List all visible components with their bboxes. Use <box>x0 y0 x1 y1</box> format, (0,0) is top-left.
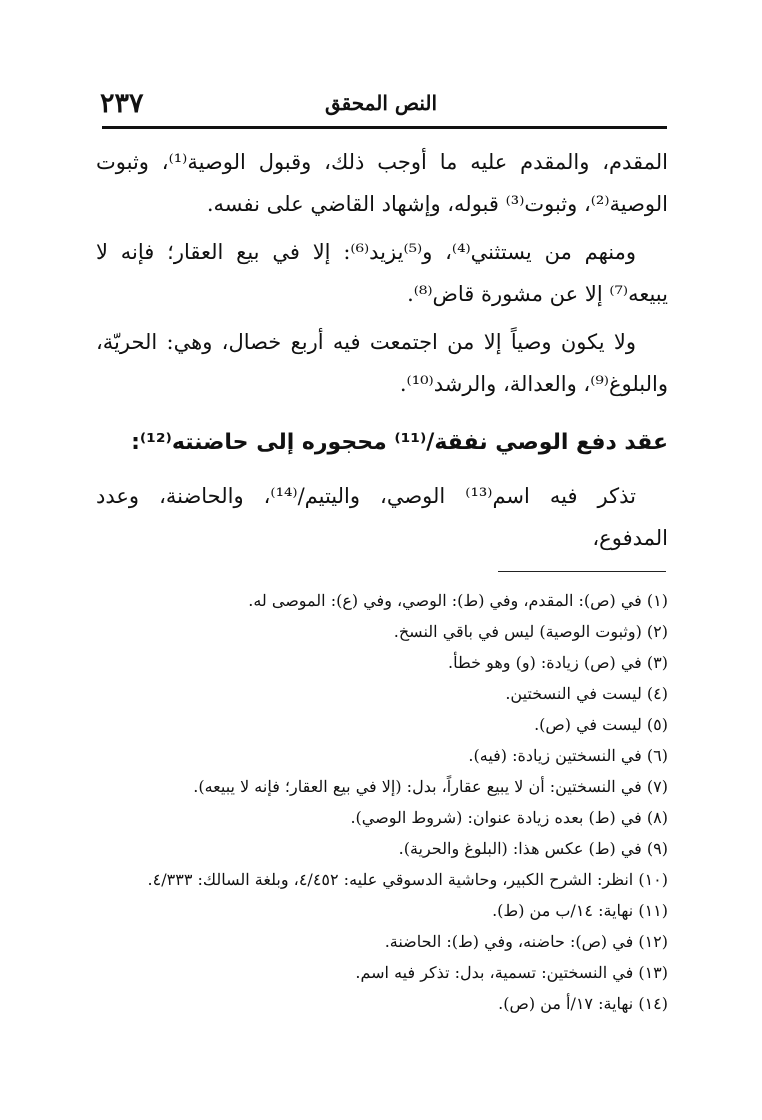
header-divider <box>102 126 667 129</box>
page-number: ٢٣٧ <box>100 88 144 119</box>
footnote-6: (٦) في النسختين زيادة: (فيه). <box>468 746 668 765</box>
paragraph-2: ومنهم من يستثني⁽⁴⁾، و⁽⁵⁾يزيد⁽⁶⁾: إلا في بيع العقار؛ فإنه لا يبيعه⁽⁷⁾ إلا عن مشورة قاض⁽⁸⁾. <box>96 240 668 306</box>
paragraph-4: تذكر فيه اسم⁽¹³⁾ الوصي، واليتيم/⁽¹⁴⁾، والحاضنة، وعدد المدفوع، <box>96 484 668 550</box>
footnote-9: (٩) في (ط) عكس هذا: (البلوغ والحرية). <box>398 839 668 858</box>
footnote-4: (٤) ليست في النسختين. <box>505 684 668 703</box>
footnotes-list <box>96 585 668 1019</box>
footnote-5: (٥) ليست في (ص). <box>534 715 668 734</box>
paragraph-1: المقدم، والمقدم عليه ما أوجب ذلك، وقبول الوصية⁽¹⁾، وثبوت الوصية⁽²⁾، وثبوت⁽³⁾ قبوله، وإشهاد القاضي على نفسه. <box>96 150 668 216</box>
footnote-divider <box>498 571 666 572</box>
footnote-11: (١١) نهاية: ١٤/ب من (ط). <box>492 901 668 920</box>
running-title: النص المحقق <box>324 91 438 115</box>
footnote-3: (٣) في (ص) زيادة: (و) وهو خطأ. <box>448 653 668 672</box>
footnote-14: (١٤) نهاية: ١٧/أ من (ص). <box>498 994 668 1013</box>
footnote-12: (١٢) في (ص): حاضنه، وفي (ط): الحاضنة. <box>384 932 668 951</box>
section-heading: عقد دفع الوصي نفقة/⁽¹¹⁾ محجوره إلى حاضنته⁽¹²⁾: <box>131 430 668 455</box>
footnote-2: (٢) (وثبوت الوصية) ليس في باقي النسخ. <box>393 622 668 641</box>
footnote-13: (١٣) في النسختين: تسمية، بدل: تذكر فيه اسم. <box>355 963 668 982</box>
main-text <box>96 141 668 580</box>
footnote-10: (١٠) انظر: الشرح الكبير، وحاشية الدسوقي عليه: ٤/٤٥٢، وبلغة السالك: ٤/٣٣٣. <box>147 870 668 889</box>
footnote-1: (١) في (ص): المقدم، وفي (ط): الوصي، وفي (ع): الموصى له. <box>248 591 668 610</box>
footnote-7: (٧) في النسختين: أن لا يبيع عقاراً، بدل: (إلا في بيع العقار؛ فإنه لا يبيعه). <box>193 777 668 796</box>
footnote-8: (٨) في (ط) بعده زيادة عنوان: (شروط الوصي). <box>350 808 668 827</box>
paragraph-3: ولا يكون وصياً إلا من اجتمعت فيه أربع خصال، وهي: الحريّة، والبلوغ⁽⁹⁾، والعدالة، والرشد⁽¹⁰⁾. <box>96 330 668 396</box>
